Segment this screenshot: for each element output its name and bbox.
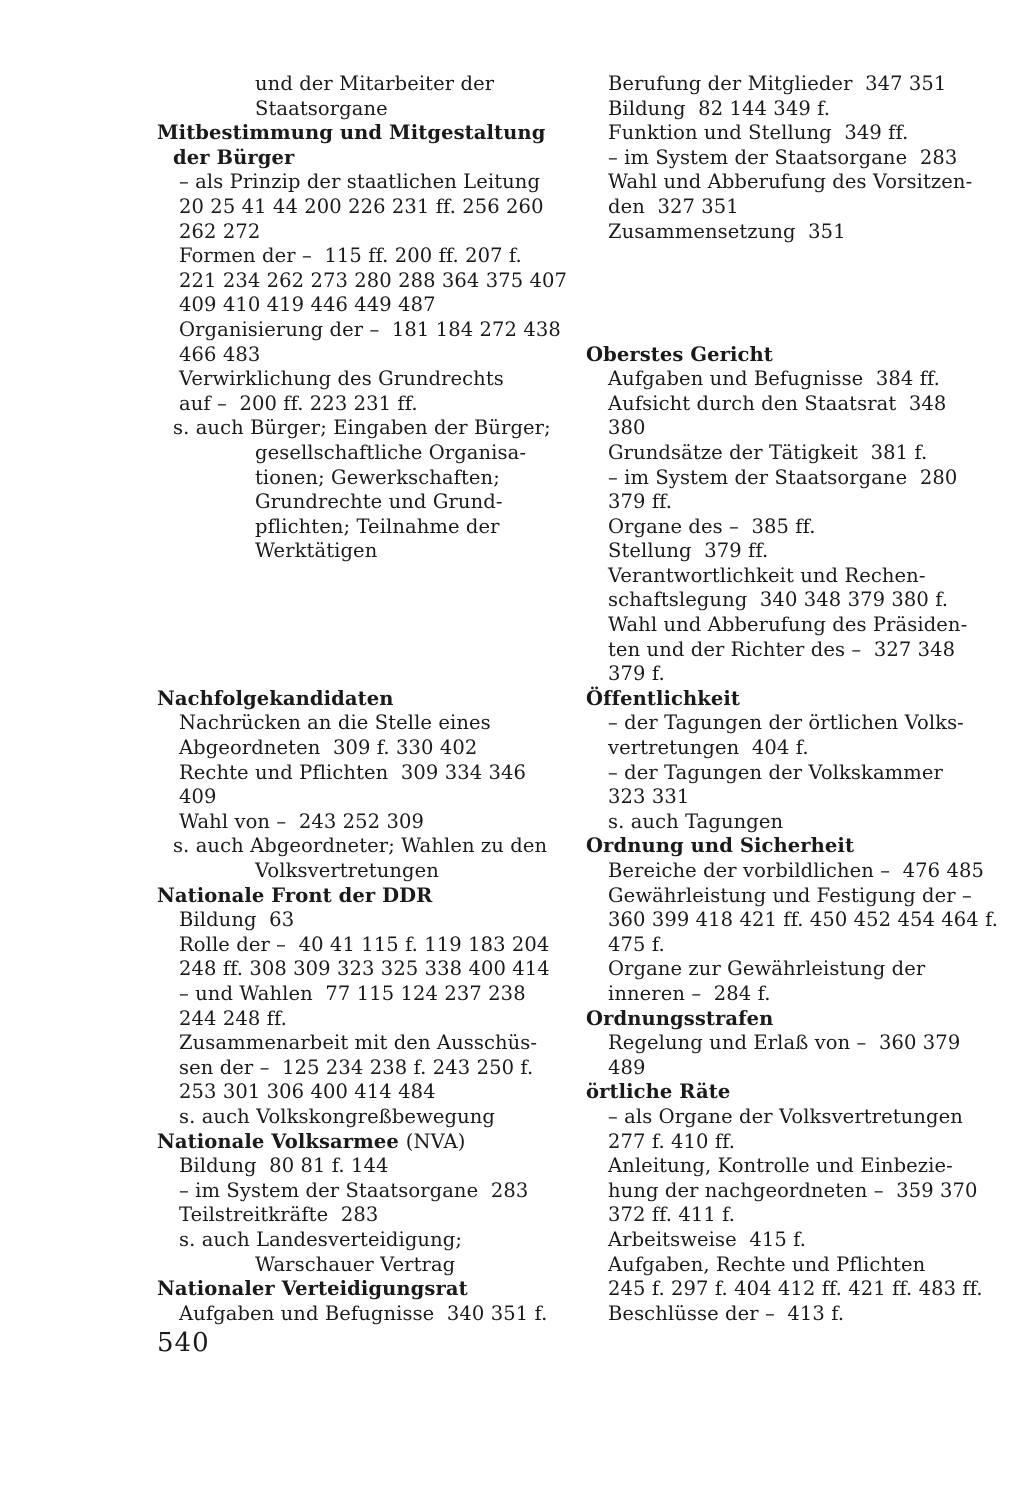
index-entry-line: Warschauer Vertrag [255,1252,456,1276]
index-entry-line: Organisierung der – 181 184 272 438 [179,317,561,341]
index-entry-line: 248 ff. 308 309 323 325 338 400 414 [179,957,550,981]
index-entry-line: Aufgaben und Befugnisse 384 ff. [608,367,940,391]
index-heading: Ordnungsstrafen [586,1006,774,1030]
index-entry-line: Organe zur Gewährleistung der [608,957,926,981]
index-entry-line: Bereiche der vorbildlichen – 476 485 [608,859,984,882]
index-entry-line: 372 ff. 411 f. [608,1203,736,1227]
blank-line [586,269,986,294]
index-entry-line: Aufgaben und Befugnisse 340 351 f. [179,1301,548,1325]
index-entry-line: – als Organe der Volksvertretungen [608,1104,963,1128]
index-entry-line: Funktion und Stellung 349 ff. [608,121,909,145]
blank-line [157,662,557,687]
index-entry-line: inneren – 284 f. [608,981,771,1005]
index-entry-line: – im System der Staatsorgane 283 [179,1178,529,1202]
index-entry-line: 221 234 262 273 280 288 364 375 407 [179,268,568,292]
index-heading: Ordnung und Sicherheit [586,834,855,858]
index-heading: Nachfolgekandidaten [157,686,394,710]
index-entry-line: Werktätigen [255,539,378,563]
blank-line [586,244,986,269]
index-entry-line: Bildung 80 81 f. 144 [179,1154,389,1178]
blank-line [157,564,557,589]
index-entry-line: 475 f. [608,932,665,956]
index-entry-line: 380 [608,416,646,440]
index-column-right [586,72,999,1326]
blank-line [586,318,986,343]
index-entry-line: Bildung 82 144 349 f. [608,96,831,120]
index-entry-line: 466 483 [179,342,261,366]
index-entry-line: – als Prinzip der staatlichen Leitung [179,170,541,194]
index-heading: Nationale Volksarmee (NVA) [157,1129,466,1153]
index-entry-line: ten und der Richter des – 327 348 [608,637,956,661]
index-entry-line: Arbeitsweise 415 f. [608,1227,807,1251]
index-entry-line: vertretungen 404 f. [608,736,809,760]
index-entry-line: 409 [179,785,217,809]
index-column-left [157,72,568,1326]
index-entry-line: s. auch Abgeordneter; Wahlen zu den [173,834,548,858]
index-entry-line: Verwirklichung des Grundrechts [179,367,504,391]
index-entry-line: – im System der Staatsorgane 283 [608,145,958,169]
index-heading: Nationaler Verteidigungsrat [157,1277,468,1301]
blank-line [586,293,986,318]
index-entry-line: Organe des – 385 ff. [608,514,816,538]
index-heading: Oberstes Gericht [586,342,773,366]
index-entry-line: Rechte und Pflichten 309 334 346 [179,760,527,784]
index-heading: Öffentlichkeit [586,686,740,710]
index-entry-line: Staatsorgane [255,96,388,120]
index-entry-line: 262 272 [179,219,261,243]
blank-line [157,638,557,663]
index-entry-line: Grundsätze der Tätigkeit 381 f. [608,440,928,464]
index-entry-line: Gewährleistung und Festigung der – [608,883,972,907]
index-entry-line: – und Wahlen 77 115 124 237 238 [179,981,526,1005]
index-entry-line: Formen der – 115 ff. 200 ff. 207 f. [179,244,522,268]
index-entry-line: Wahl und Abberufung des Präsiden- [608,613,968,637]
index-entry-line: Teilstreitkräfte 283 [179,1203,379,1227]
index-entry-line: 20 25 41 44 200 226 231 ff. 256 260 [179,194,544,218]
index-entry-line: 277 f. 410 ff. [608,1129,736,1153]
index-entry-line: 244 248 ff. [179,1006,287,1030]
index-entry-line: Stellung 379 ff. [608,539,769,563]
index-entry-line: Zusammenarbeit mit den Ausschüs- [179,1031,538,1055]
page-number: 540 [157,1328,210,1358]
index-heading: der Bürger [173,145,295,169]
index-entry-line: Berufung der Mitglieder 347 351 [608,72,947,95]
index-entry-line: hung der nachgeordneten – 359 370 [608,1178,978,1202]
index-entry-line: Rolle der – 40 41 115 f. 119 183 204 [179,932,550,956]
index-entry-line: s. auch Volkskongreßbewegung [179,1104,495,1128]
index-entry-line: schaftslegung 340 348 379 380 f. [608,588,949,612]
index-entry-line: 360 399 418 421 ff. 450 452 454 464 f. [608,908,999,932]
index-entry-line: und der Mitarbeiter der [255,72,495,95]
index-entry-line: – der Tagungen der örtlichen Volks- [608,711,964,735]
index-entry-line: Wahl und Abberufung des Vorsitzen- [608,170,973,194]
index-heading: örtliche Räte [586,1080,731,1104]
index-entry-line: Nachrücken an die Stelle eines [179,711,491,735]
index-entry-line: s. auch Tagungen [608,809,784,833]
index-entry-line: Anleitung, Kontrolle und Einbezie- [608,1154,953,1178]
index-entry-line: gesellschaftliche Organisa- [255,440,527,464]
index-entry-line: – im System der Staatsorgane 280 [608,465,958,489]
index-entry-line: Grundrechte und Grund- [255,490,503,514]
index-entry-line: 245 f. 297 f. 404 412 ff. 421 ff. 483 ff. [608,1277,983,1301]
index-entry-line: sen der – 125 234 238 f. 243 250 f. [179,1055,534,1079]
blank-line [157,613,557,638]
index-entry-line: 489 [608,1055,646,1079]
index-entry-line: Aufgaben, Rechte und Pflichten [608,1252,926,1276]
index-entry-line: Wahl von – 243 252 309 [179,809,424,833]
index-entry-line: Abgeordneten 309 f. 330 402 [179,736,478,760]
index-entry-line: 379 ff. [608,490,673,514]
index-entry-line: – der Tagungen der Volkskammer [608,760,943,784]
index-entry-line: Zusammensetzung 351 [608,219,846,243]
index-entry-line: den 327 351 [608,194,739,218]
index-entry-line: tionen; Gewerkschaften; [255,465,500,489]
index-entry-line: 323 331 [608,785,690,809]
index-entry-line: 253 301 306 400 414 484 [179,1080,436,1104]
index-entry-line: pflichten; Teilnahme der [255,514,500,538]
index-entry-line: 409 410 419 446 449 487 [179,293,436,317]
index-entry-line: Beschlüsse der – 413 f. [608,1301,845,1325]
index-entry-line: auf – 200 ff. 223 231 ff. [179,391,418,415]
index-entry-line: 379 f. [608,662,665,686]
index-entry-line: Verantwortlichkeit und Rechen- [608,563,926,587]
index-heading: Nationale Front der DDR [157,883,433,907]
index-heading: Mitbestimmung und Mitgestaltung [157,121,546,145]
blank-line [157,588,557,613]
index-entry-line: s. auch Landesverteidigung; [179,1227,462,1251]
index-entry-line: Volksvertretungen [255,859,439,882]
index-entry-line: s. auch Bürger; Eingaben der Bürger; [173,416,551,440]
index-entry-line: Aufsicht durch den Staatsrat 348 [608,391,947,415]
index-entry-line: Regelung und Erlaß von – 360 379 [608,1031,961,1055]
index-entry-line: Bildung 63 [179,908,295,932]
